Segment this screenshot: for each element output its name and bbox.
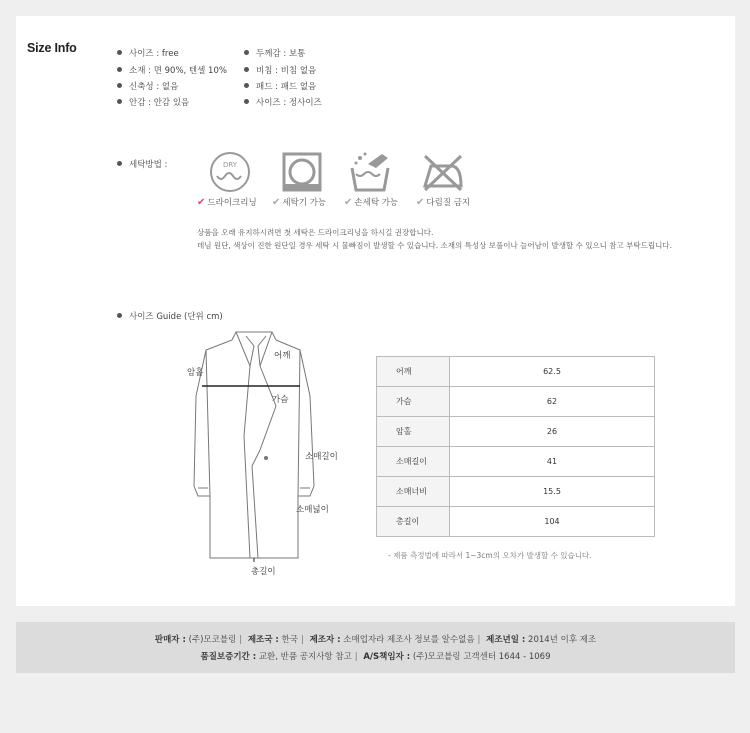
hand-wash-icon bbox=[348, 150, 392, 194]
diagram-label-sleeve-width: 소매넓이 bbox=[296, 505, 329, 515]
wash-option-dry: ✔ 드라이크리닝 bbox=[197, 197, 257, 208]
table-row bbox=[377, 387, 655, 417]
bullet-icon bbox=[117, 161, 122, 166]
table-cell-name: 어깨 bbox=[377, 357, 450, 387]
diagram-label-shoulder: 어깨 bbox=[274, 351, 291, 361]
diagram-label-sleeve-length: 소매길이 bbox=[305, 452, 338, 462]
button-icon bbox=[264, 456, 268, 460]
size-table-note: - 제품 측정법에 따라서 1~3cm의 오차가 발생할 수 있습니다. bbox=[388, 551, 592, 560]
machine-wash-icon bbox=[280, 150, 324, 194]
spec-size: 사이즈 : free bbox=[117, 47, 179, 59]
spec-fit: 사이즈 : 정사이즈 bbox=[244, 96, 322, 108]
diagram-label-armhole: 암홀 bbox=[187, 368, 204, 378]
seller-info-footer bbox=[16, 622, 735, 673]
bullet-icon bbox=[117, 313, 122, 318]
table-row bbox=[377, 417, 655, 447]
spec-stretch: 신축성 : 없음 bbox=[117, 80, 178, 92]
check-icon: ✔ bbox=[197, 197, 206, 208]
diagram-label-total-length: 총길이 bbox=[251, 567, 276, 577]
spec-lining: 안감 : 안감 있음 bbox=[117, 96, 189, 108]
bullet-icon bbox=[117, 50, 122, 55]
table-cell-value: 62 bbox=[450, 387, 655, 417]
size-table bbox=[376, 356, 655, 537]
size-guide-label: 사이즈 Guide (단위 cm) bbox=[117, 310, 223, 322]
table-cell-value: 26 bbox=[450, 417, 655, 447]
table-row bbox=[377, 477, 655, 507]
table-cell-value: 62.5 bbox=[450, 357, 655, 387]
diagram-label-chest: 가슴 bbox=[272, 395, 289, 405]
wash-option-hand: ✔ 손세탁 가능 bbox=[344, 197, 399, 208]
table-row bbox=[377, 357, 655, 387]
table-cell-name: 암홀 bbox=[377, 417, 450, 447]
bullet-icon bbox=[244, 83, 249, 88]
table-cell-value: 15.5 bbox=[450, 477, 655, 507]
spec-see-through: 비침 : 비침 없음 bbox=[244, 64, 316, 76]
bullet-icon bbox=[244, 67, 249, 72]
dry-clean-icon bbox=[208, 150, 252, 194]
spec-material: 소재 : 면 90%, 텐셀 10% bbox=[117, 64, 227, 76]
table-row bbox=[377, 507, 655, 537]
size-info-title: Size Info bbox=[27, 41, 77, 55]
table-cell-name: 가슴 bbox=[377, 387, 450, 417]
check-icon: ✔ bbox=[272, 197, 281, 208]
footer-line-1: 판매자 : (주)모코블링 | 제조국 : 한국 | 제조자 : 소매업자라 제조사 정보를 알수없음 | 제조년일 : 2014년 이후 제조 bbox=[154, 635, 597, 645]
check-icon: ✔ bbox=[416, 197, 425, 208]
wash-option-machine: ✔ 세탁기 가능 bbox=[272, 197, 327, 208]
bullet-icon bbox=[117, 67, 122, 72]
dry-icon-text: DRY bbox=[222, 161, 238, 169]
washing-label: 세탁방법 : bbox=[117, 158, 167, 170]
table-cell-name: 소매길이 bbox=[377, 447, 450, 477]
footer-line-2: 품질보증기간 : 교환, 반품 공지사항 참고 | A/S책임자 : (주)모코블링 고객센터 1644 - 1069 bbox=[200, 652, 551, 662]
bullet-icon bbox=[244, 50, 249, 55]
table-cell-value: 41 bbox=[450, 447, 655, 477]
check-icon: ✔ bbox=[344, 197, 353, 208]
no-iron-icon bbox=[421, 150, 465, 194]
spec-thickness: 두께감 : 보통 bbox=[244, 47, 305, 59]
washing-note-2: 데님 원단, 색상이 진한 원단일 경우 세탁 시 물빠짐이 발생할 수 있습니다. 소재의 특성상 보풀이나 늘어남이 발생할 수 있으니 참고 부탁드립니다. bbox=[197, 241, 673, 250]
bullet-icon bbox=[117, 83, 122, 88]
spec-pad: 패드 : 패드 없음 bbox=[244, 80, 316, 92]
washing-note-1: 상품을 오래 유지하시려면 첫 세탁은 드라이크리닝을 하시길 권장합니다. bbox=[197, 228, 434, 237]
bullet-icon bbox=[117, 99, 122, 104]
table-cell-value: 104 bbox=[450, 507, 655, 537]
table-row bbox=[377, 447, 655, 477]
wash-option-iron: ✔ 다림질 금지 bbox=[416, 197, 471, 208]
table-cell-name: 총길이 bbox=[377, 507, 450, 537]
bullet-icon bbox=[244, 99, 249, 104]
table-cell-name: 소매너비 bbox=[377, 477, 450, 507]
